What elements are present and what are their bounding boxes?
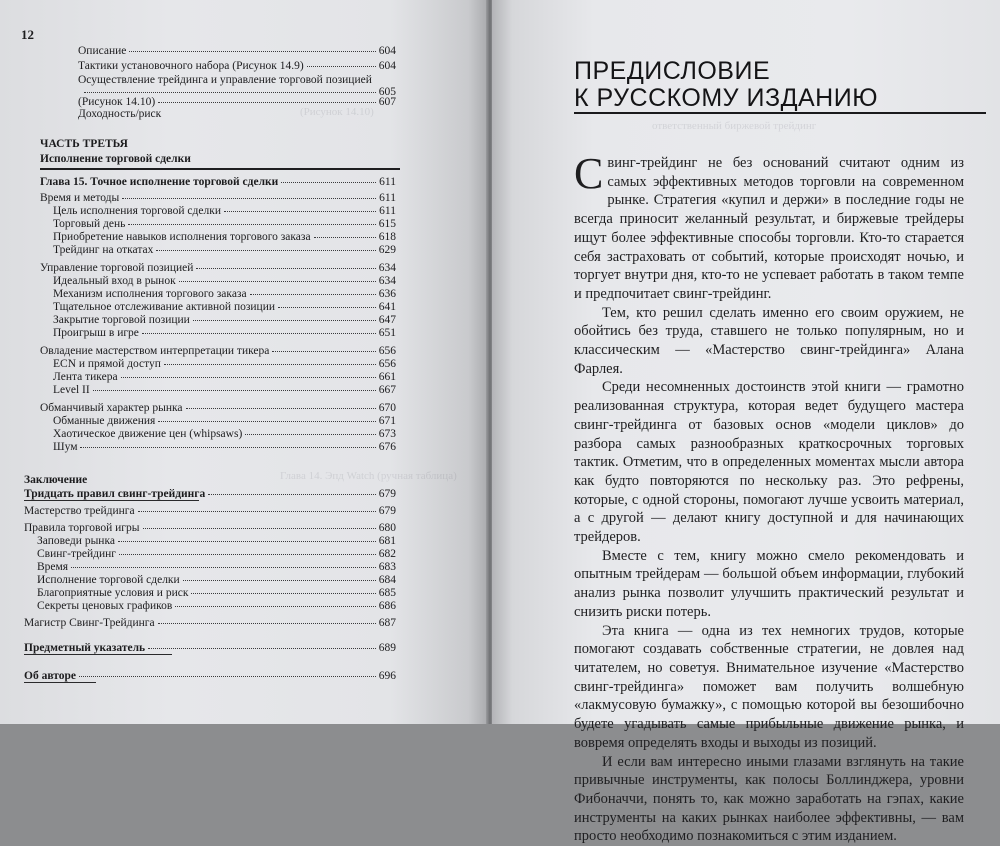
toc-section: Овладение мастерством интерпретации тикера 656 (40, 345, 396, 358)
toc-entry: Описание 604 (78, 45, 396, 58)
paragraph: Тем, кто решил сделать именно его своим оружием, не обойтись без труда, ставшего не только популярным, но и классическим — «Мастерство свинг-трейдинга» Алана Фарлея. (574, 304, 964, 379)
part-three-label: ЧАСТЬ ТРЕТЬЯ (40, 138, 128, 150)
toc-subsection: Обманные движения 671 (53, 415, 396, 428)
toc-entry: Доходность/риск (78, 108, 396, 121)
paragraph: Вместе с тем, книгу можно смело рекомендовать и опытным трейдерам — большой объем информации, глубокий анализ рынка позволит улучшить практический результат и снизить риски потерь. (574, 547, 964, 622)
title-rule (574, 112, 986, 114)
bleed-through: (Рисунок 14.10) (300, 106, 374, 118)
toc-entry: 605 (78, 86, 396, 99)
bleed-through: Глава 14. Эпд Watch (ручная таблица) (280, 470, 457, 482)
toc-subsection: Шум 676 (53, 441, 396, 454)
toc-subsection: Торговый день 615 (53, 218, 396, 231)
toc-section: Управление торговой позицией 634 (40, 262, 396, 275)
title-line-1: ПРЕДИСЛОВИЕ (574, 58, 878, 85)
toc-entry: Осуществление трейдинга и управление торговой позицией (78, 74, 396, 87)
toc-subsection: Идеальный вход в рынок 634 (53, 275, 396, 288)
toc-subsection: Секреты ценовых графиков 686 (37, 600, 396, 613)
toc-subsection: Приобретение навыков исполнения торгового заказа 618 (53, 231, 396, 244)
preface-title (574, 58, 878, 112)
toc-subsection: Трейдинг на откатах 629 (53, 244, 396, 257)
toc-subsection: Закрытие торговой позиции 647 (53, 314, 396, 327)
toc-subsection: Заповеди рынка 681 (37, 535, 396, 548)
paragraph: Среди несомненных достоинств этой книги — грамотно реализованная структура, которая ведет будущего мастера свинг-трейдинга от базовых основ «модели циклов» до разбора самых разнообразных краткосрочных торговых тактик. Отметим, что в определенных моментах мысли автора как будто повторяются по нескольку раз. Это рефрены, которые, с одной стороны, помогают лучше усвоить материал, а с другой — делают книгу доступной и для начинающих трейдеров. (574, 378, 964, 546)
toc-index: Предметный указатель 689 (24, 642, 396, 655)
drop-cap: С (574, 156, 603, 192)
toc-subsection: Хаотическое движение цен (whipsaws) 673 (53, 428, 396, 441)
paragraph: Свинг-трейдинг не без оснований считают одним из самых эффективных методов торговли на современном рынке. Стратегия «купил и держи» в последние годы не всегда приносит желанный результат, и биржевые трейдеры ищут более эффективные способы торговли. Кто-то старается себя застраховать от событий, которые происходят ночью, и торгует внутри дня, кто-то не успевает работать в таком темпе и предпочитает свинг-трейдинг. (574, 154, 964, 304)
toc-chapter: Тридцать правил свинг-трейдинга 679 (24, 488, 396, 501)
toc-section: Время и методы 611 (40, 192, 396, 205)
conclusion-label: Заключение (24, 474, 87, 486)
toc-subsection: Время 683 (37, 561, 396, 574)
toc-section: Магистр Свинг-Трейдинга 687 (24, 617, 396, 630)
paragraph: Эта книга — одна из тех немногих трудов, которые помогают создавать собственные стратегии, не довлея над читателем, но советуя. Внимательное изучение «Мастерство свинг-трейдинга» поможет вам получить волшебную «лакмусовую бумажку», с помощью которой вы безошибочно будете угадывать самые прибыльные движение рынка, и вовремя определять входы и выходы из позиций. (574, 622, 964, 753)
toc-section: Обманчивый характер рынка 670 (40, 402, 396, 415)
section-rule (40, 168, 400, 170)
section-rule (24, 682, 96, 683)
toc-subsection: Исполнение торговой сделки 684 (37, 574, 396, 587)
toc-entry: (Рисунок 14.10) 607 (78, 96, 396, 109)
section-rule (24, 500, 199, 501)
toc-subsection: Благоприятные условия и риск 685 (37, 587, 396, 600)
toc-subsection: Цель исполнения торговой сделки 611 (53, 205, 396, 218)
preface-body (574, 154, 964, 846)
right-page (492, 0, 1000, 724)
toc-subsection: Level II 667 (53, 384, 396, 397)
toc-subsection: ECN и прямой доступ 656 (53, 358, 396, 371)
toc-subsection: Проигрыш в игре 651 (53, 327, 396, 340)
toc-subsection: Свинг-трейдинг 682 (37, 548, 396, 561)
toc-entry: Тактики установочного набора (Рисунок 14.9) 604 (78, 60, 396, 73)
toc-subsection: Тщательное отслеживание активной позиции 641 (53, 301, 396, 314)
toc-chapter: Глава 15. Точное исполнение торговой сделки 611 (40, 176, 396, 189)
left-page (0, 0, 488, 724)
section-rule (24, 654, 172, 655)
toc-subsection: Механизм исполнения торгового заказа 636 (53, 288, 396, 301)
toc-about: Об авторе 696 (24, 670, 396, 683)
title-line-2: К РУССКОМУ ИЗДАНИЮ (574, 85, 878, 112)
toc-section: Правила торговой игры 680 (24, 522, 396, 535)
toc-subsection: Лента тикера 661 (53, 371, 396, 384)
paragraph: И если вам интересно иными глазами взглянуть на такие привычные инструменты, как полосы Боллинджера, уровни Фибоначчи, понять то, как можно заработать на гэпах, какие инструменты на каких рынках наиболее эффективны, — вам просто необходимо познакомиться с этим изданием. (574, 753, 964, 846)
bleed-through: ответственный биржевой трейдинг (652, 120, 816, 132)
toc-section: Мастерство трейдинга 679 (24, 505, 396, 518)
page-number-left: 12 (21, 27, 34, 43)
part-three-subtitle: Исполнение торговой сделки (40, 153, 191, 165)
